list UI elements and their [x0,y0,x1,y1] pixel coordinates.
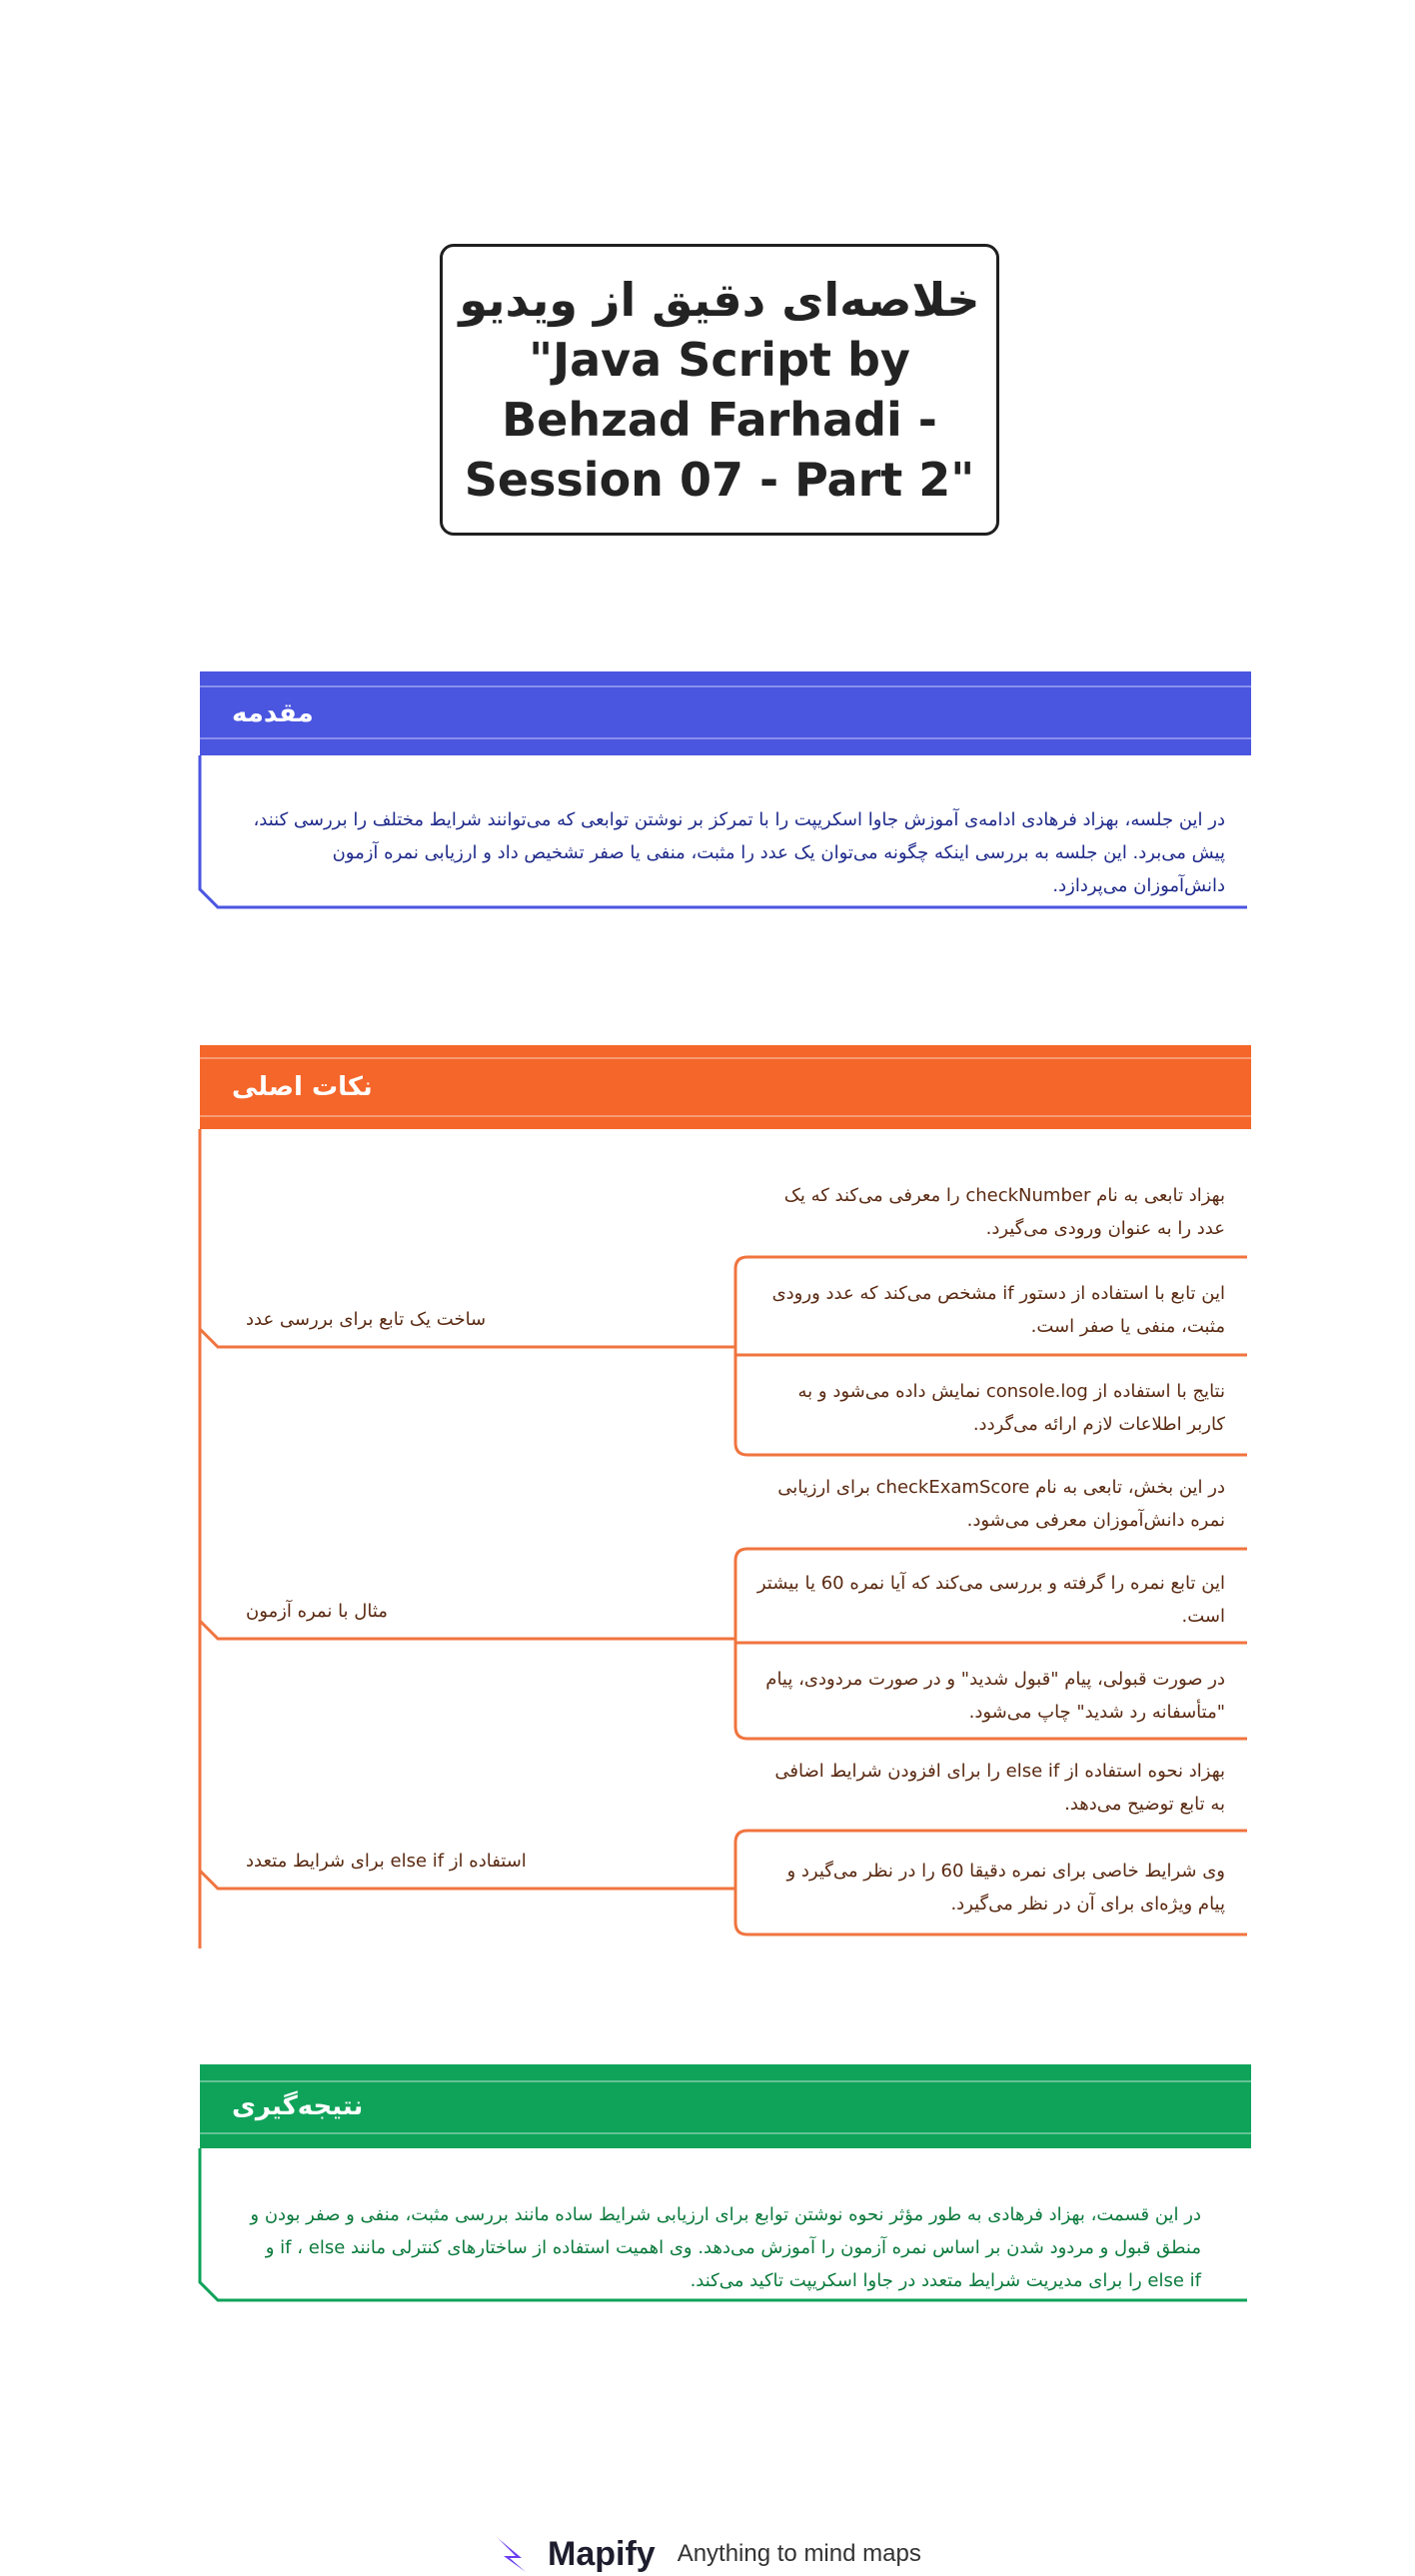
topic-label: استفاده از else if برای شرایط متعدد [246,1851,527,1872]
title-box [440,244,999,536]
topic-label: ساخت یک تابع برای بررسی عدد [246,1309,487,1330]
point-item: بهزاد نحوه استفاده از else if را برای افزودن شرایط اضافی به تابع توضیح می‌دهد. [774,1761,1225,1815]
tagline: Anything to mind maps [677,2540,921,2567]
point-item: در این بخش، تابعی به نام checkExamScore برای ارزیابی نمره دانش‌آموزان معرفی می‌شود. [777,1477,1225,1531]
main-points-heading: نکات اصلی [232,1072,373,1102]
point-item: بهزاد تابعی به نام checkNumber را معرفی می‌کند که یک عدد را به عنوان ورودی می‌گیرد. [783,1185,1225,1239]
brand-name: Mapify [548,2534,656,2573]
topic-label: مثال با نمره آزمون [246,1601,388,1622]
conclusion-text: در این قسمت، بهزاد فرهادی به طور مؤثر نحوه نوشتن توابع برای ارزیابی شرایط ساده مانند بررسی مثبت، منفی و صفر بودن و منطق قبول و مردود شدن بر اساس نمره آزمون را آموزش می‌دهد. وی اهمیت استفاده از ساختارهای کنترلی مانند if ، else و else if را برای مدیریت شرایط متعدد در جاوا اسکریپت تاکید می‌کند. [250,2204,1201,2291]
intro-header [200,671,1251,755]
page-title: خلاصه‌ای دقیق از ویدیو "Java Script by Behzad Farhadi - Session 07 - Part 2" [459,273,980,507]
point-item: این تابع با استفاده از دستور if مشخص می‌کند که عدد ورودی مثبت، منفی یا صفر است. [771,1283,1225,1337]
intro-heading: مقدمه [232,698,314,728]
intro-text: در این جلسه، بهزاد فرهادی ادامه‌ی آموزش جاوا اسکریپت را با تمرکز بر نوشتن توابعی که می‌توانند شرایط مختلف را بررسی کنند، پیش می‌برد. این جلسه به بررسی اینکه چگونه می‌توان یک عدد را مثبت، منفی یا صفر تشخیص داد و ارزیابی نمره آزمون دانش‌آموزان می‌پردازد. [253,809,1225,896]
main-points-header [200,1045,1251,1129]
point-item: وی شرایط خاصی برای نمره دقیقا 60 را در نظر می‌گیرد و پیام ویژه‌ای برای آن در نظر می‌گیرد. [786,1861,1225,1915]
point-item: در صورت قبولی، پیام "قبول شدید" و در صورت مردودی، پیام "متأسفانه رد شدید" چاپ می‌شود. [765,1669,1225,1723]
mindmap-lines [196,1129,1255,1948]
conclusion-heading: نتیجه‌گیری [232,2091,364,2121]
conclusion-header [200,2064,1251,2148]
mapify-logo-icon [490,2532,534,2576]
footer [490,2532,921,2576]
point-item: این تابع نمره را گرفته و بررسی می‌کند که آیا نمره 60 یا بیشتر است. [756,1573,1225,1627]
point-item: نتایج با استفاده از console.log نمایش داده می‌شود و به کاربر اطلاعات لازم ارائه می‌گردد. [797,1381,1225,1435]
